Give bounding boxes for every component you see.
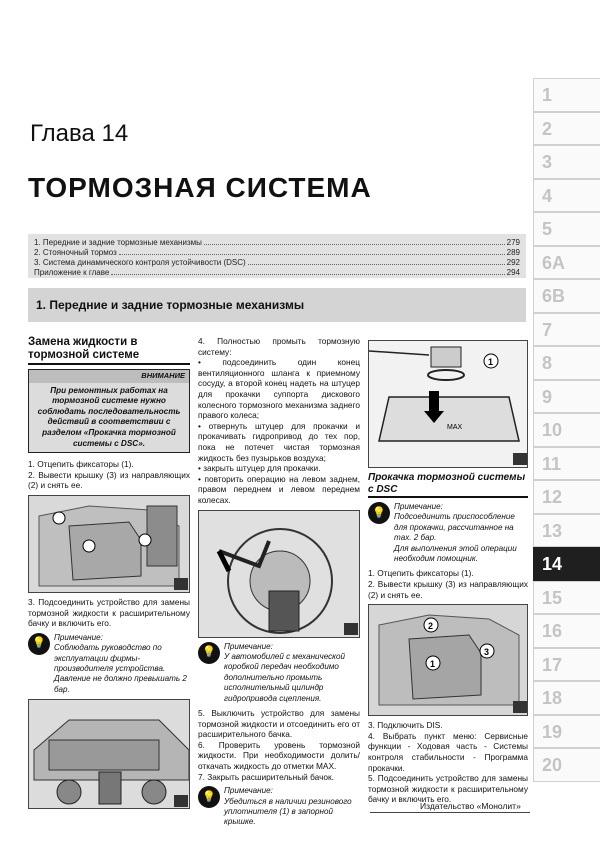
step: 7. Закрыть расширительный бачок.: [198, 771, 334, 782]
step: 6. Проверить уровень тормозной жидкости. При необходимости долить/откачать жидкость до отметки MAX.: [198, 739, 360, 771]
note-text: Давление не должно превышать 2 бар.: [54, 674, 187, 694]
chapter-tab[interactable]: 6B: [533, 279, 600, 313]
chapter-tab[interactable]: 16: [533, 614, 600, 648]
column-1: [28, 336, 190, 813]
chapter-tab[interactable]: 15: [533, 581, 600, 615]
warning-text: При ремонтных работах на тормозной системе нужно соблюдать последовательность действий в соответствии с разделом «Прокачка тормозной системы с DSC».: [29, 383, 189, 453]
chapter-tab[interactable]: 6A: [533, 246, 600, 280]
note: [198, 642, 360, 704]
toc-page: 292: [506, 258, 520, 267]
reservoir-cover-illustration: [29, 496, 190, 593]
step: 4. Полностью промыть тормозную систему:: [198, 336, 360, 357]
bullet-text: повторить операцию на левом заднем, правом переднем и левом переднем колесах.: [198, 473, 360, 505]
note-text: У автомобилей с механической коробкой передач необходимо дополнительно промыть исполнительный цилиндр гидропривода сцепления.: [224, 651, 346, 703]
chapter-tab[interactable]: 8: [533, 346, 600, 380]
chapter-tab[interactable]: 17: [533, 648, 600, 682]
section-heading: 1. Передние и задние тормозные механизмы: [28, 288, 526, 322]
bullet: • повторить операцию на левом заднем, правом переднем и левом переднем колесах.: [198, 473, 360, 505]
column-2: [198, 336, 360, 832]
callout-2: 2: [428, 621, 434, 632]
note-label: Примечание:: [394, 502, 443, 511]
chapter-tab[interactable]: 2: [533, 112, 600, 146]
chapter-tab[interactable]: 12: [533, 480, 600, 514]
page-title: ТОРМОЗНАЯ СИСТЕМА: [28, 172, 372, 203]
max-label: MAX: [447, 424, 463, 431]
chapter-tab[interactable]: 3: [533, 145, 600, 179]
toc-page: 294: [506, 268, 520, 277]
table-of-contents: [28, 234, 526, 278]
figure-brake-fluid-device: [28, 699, 190, 809]
chapter-tab[interactable]: 13: [533, 514, 600, 548]
chapter-tab[interactable]: 18: [533, 681, 600, 715]
chapter-tab-active[interactable]: 14: [533, 547, 600, 581]
footer-divider: [370, 812, 530, 813]
warning-box: [28, 369, 190, 453]
note-text: Убедиться в наличии резинового уплотнителя (1) в запорной крышке.: [224, 796, 352, 827]
chapter-tab[interactable]: 19: [533, 715, 600, 749]
bulb-icon: 💡: [368, 502, 390, 524]
callout-3: 3: [484, 647, 490, 658]
note-label: Примечание:: [224, 786, 273, 796]
step: 4. Выбрать пункт меню: Сервисные функции - Ходовая часть - Системы контроля стабильности - Программа прокачки.: [368, 730, 528, 773]
warning-title: ВНИМАНИЕ: [29, 370, 189, 383]
figure-reservoir-cover-dsc: [368, 604, 528, 716]
bullet-text: отвернуть штуцер для прокачки и прокачивать гидропривод до тех пор, пока не потечет чистая тормозная жидкость без пузырьков воздуха;: [198, 420, 360, 463]
figure-brake-reservoir-cover: [28, 495, 190, 593]
step: 1. Отцепить фиксаторы (1).: [368, 568, 474, 579]
chapter-label: Глава 14: [30, 120, 129, 147]
note-text: Соблюдать руководство по эксплуатации фирмы-производителя устройства.: [54, 643, 166, 673]
step: 3. Подключить DIS.: [368, 720, 443, 731]
chapter-tab[interactable]: 5: [533, 212, 600, 246]
bullet: • подсоединить один конец вентиляционного шланга к приемному сосуду, а второй конец надеть на штуцер для прокачки суппорта дискового колесного тормозного механизма заднего правого колеса;: [198, 357, 360, 421]
toc-page: 289: [506, 248, 520, 257]
step: 5. Подсоединить устройство для замены тормозной жидкости к расширительному бачку и включить его.: [368, 773, 528, 805]
chapter-tab[interactable]: 1: [533, 78, 600, 112]
note: [28, 633, 190, 695]
bleeding-valve-illustration: [199, 511, 360, 638]
toc-row[interactable]: [34, 248, 520, 258]
figure-bleeding-valve: [198, 510, 360, 638]
figure-reservoir-cap: [368, 340, 528, 468]
chapter-tab[interactable]: 11: [533, 447, 600, 481]
toc-row[interactable]: [34, 268, 520, 278]
toc-row[interactable]: [34, 238, 520, 248]
reservoir-cover-dsc-illustration: [369, 605, 528, 716]
bullet: • закрыть штуцер для прокачки.: [198, 463, 321, 474]
bulb-icon: 💡: [198, 786, 220, 808]
note-label: Примечание:: [224, 641, 273, 651]
step: 2. Вывести крышку (3) из направляющих (2) и снять ее.: [368, 579, 528, 600]
bullet-text: закрыть штуцер для прокачки.: [203, 463, 321, 474]
toc-label: Приложение к главе: [34, 268, 110, 277]
reservoir-cap-illustration: [369, 341, 528, 468]
bulb-icon: 💡: [28, 633, 50, 655]
chapter-tab[interactable]: 10: [533, 413, 600, 447]
publisher-footer: Издательство «Монолит»: [420, 801, 521, 811]
note: [198, 786, 360, 828]
chapter-tab[interactable]: 4: [533, 179, 600, 213]
bullet: • отвернуть штуцер для прокачки и прокачивать гидропривод до тех пор, пока не потечет чистая тормозная жидкость без пузырьков воздуха;: [198, 420, 360, 463]
note-text: Для выполнения этой операции необходим помощник.: [394, 543, 517, 564]
toc-page: 279: [506, 238, 520, 247]
toc-label: 3. Система динамического контроля устойчивости (DSC): [34, 258, 246, 267]
callout-1: 1: [488, 357, 494, 367]
callout-1: 1: [430, 659, 436, 670]
toc-label: 1. Передние и задние тормозные механизмы: [34, 238, 202, 247]
column-3: [368, 336, 528, 805]
subsection-heading: Замена жидкости в тормозной системе: [28, 336, 190, 365]
note-label: Примечание:: [54, 632, 103, 642]
note: [368, 502, 528, 564]
subsection-heading: Прокачка тормозной системы с DSC: [368, 472, 528, 498]
chapter-tab[interactable]: 20: [533, 748, 600, 782]
step: 1. Отцепить фиксаторы (1).: [28, 459, 134, 470]
note-text: Подсоединить приспособление для прокачки, рассчитанное на max. 2 бар.: [394, 512, 515, 543]
toc-label: 2. Стояночный тормоз: [34, 248, 117, 257]
bulb-icon: 💡: [198, 642, 220, 664]
chapter-tabs: [533, 78, 600, 782]
step: 5. Выключить устройство для замены тормозной жидкости и отсоединить его от расширительного бачка.: [198, 707, 360, 740]
chapter-tab[interactable]: 9: [533, 380, 600, 414]
fluid-device-illustration: [29, 700, 190, 809]
step: 3. Подсоединить устройство для замены тормозной жидкости к расширительному бачку и включить его.: [28, 596, 190, 629]
bullet-text: подсоединить один конец вентиляционного шланга к приемному сосуду, а второй конец надеть на штуцер для прокачки суппорта дискового колесного тормозного механизма заднего правого колеса;: [198, 357, 360, 421]
step: 2. Вывести крышку (3) из направляющих (2) и снять ее.: [28, 469, 190, 491]
chapter-tab[interactable]: 7: [533, 313, 600, 347]
toc-row[interactable]: [34, 258, 520, 268]
